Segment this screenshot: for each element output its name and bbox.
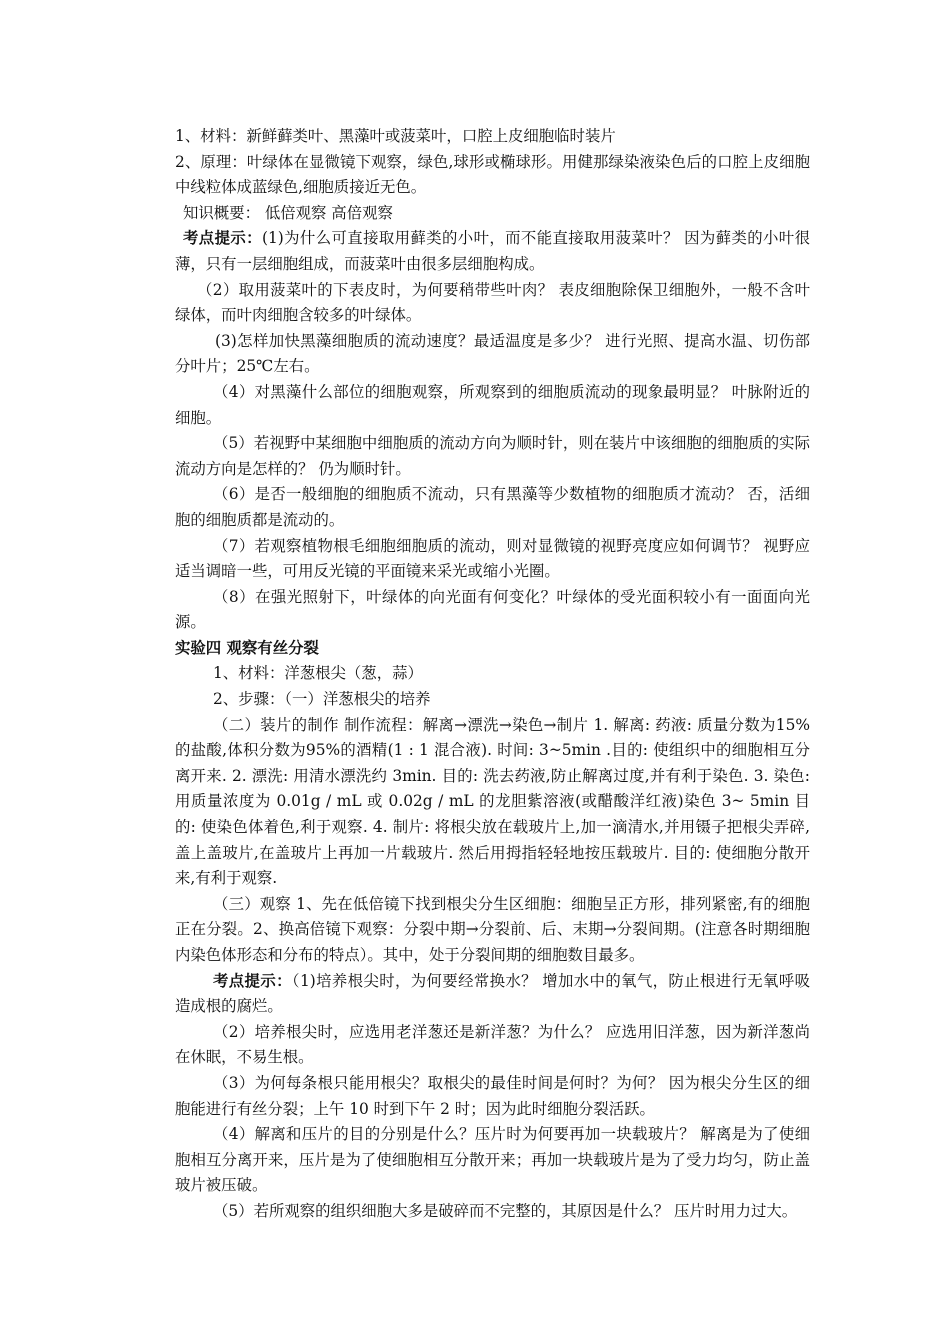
exam-point-8: （8）在强光照射下，叶绿体的向光面有何变化？叶绿体的受光面积较小有一面面向光源。 bbox=[175, 587, 810, 632]
slide-making-paragraph: （二）装片的制作 制作流程：解离→漂洗→染色→制片 1. 解离: 药液: 质量分数为15%的盐酸,体积分数为95%的酒精(1 : 1 混合液). 时间: 3~5min .目的: 使组织中的细胞相互分离开来. 2. 漂洗: 用清水漂洗约 3min. 目的: 洗去药液,防止解离过度,并有利于染色. 3. 染色: 用质量浓度为 0.01g / mL 或 0.02g / mL 的龙胆紫溶液(或醋酸洋红液)染色 3~ 5min 目的: 使染色体着色,利于观察. 4. 制片: 将根尖放在载玻片上,加一滴清水,并用镊子把根尖弄碎,盖上盖玻片,在盖玻片上再加一片载玻片. 然后用拇指轻轻地按压载玻片. 目的: 使细胞分散开来,有利于观察. bbox=[175, 715, 810, 888]
principle-paragraph: 2、原理：叶绿体在显微镜下观察，绿色,球形或椭球形。用健那绿染液染色后的口腔上皮细胞中线粒体成蓝绿色,细胞质接近无色。 bbox=[175, 152, 810, 197]
exam-point-5: （5）若视野中某细胞中细胞质的流动方向为顺时针，则在装片中该细胞的细胞质的实际流动方向是怎样的？ 仍为顺时针。 bbox=[175, 434, 810, 478]
exam-point-2: （2）取用菠菜叶的下表皮时，为何要稍带些叶肉？ 表皮细胞除保卫细胞外，一般不含叶绿体，而叶肉细胞含较多的叶绿体。 bbox=[175, 280, 810, 325]
exam-point-3: (3)怎样加快黑藻细胞质的流动速度？最适温度是多少？ 进行光照、提高水温、切伤部分叶片；25℃左右。 bbox=[175, 331, 810, 376]
exam-point-b5: （5）若所观察的组织细胞大多是破碎而不完整的，其原因是什么？ 压片时用力过大。 bbox=[213, 1201, 798, 1220]
knowledge-overview: 知识概要： 低倍观察 高倍观察 bbox=[183, 203, 393, 222]
exam-point-b1-text: （1)培养根尖时，为何要经常换水？ 增加水中的氧气，防止根进行无氧呼吸造成根的腐烂。 bbox=[175, 971, 810, 1016]
document-page bbox=[175, 124, 810, 1225]
materials-line-2: 1、材料：洋葱根尖（葱，蒜） bbox=[213, 664, 423, 683]
steps-line: 2、步骤：（一）洋葱根尖的培养 bbox=[213, 690, 431, 709]
exam-point-6: （6）是否一般细胞的细胞质不流动，只有黑藻等少数植物的细胞质才流动？ 否，活细胞的细胞质都是流动的。 bbox=[175, 485, 810, 529]
exam-point-4: （4）对黑藻什么部位的细胞观察，所观察到的细胞质流动的现象最明显？ 叶脉附近的细胞。 bbox=[175, 382, 810, 427]
exam-point-7: （7）若观察植物根毛细胞细胞质的流动，则对显微镜的视野亮度应如何调节？ 视野应适当调暗一些，可用反光镜的平面镜来采光或缩小光圈。 bbox=[175, 536, 810, 581]
exam-point-b4: （4）解离和压片的目的分别是什么？压片时为何要再加一块载玻片？ 解离是为了使细胞相互分离开来，压片是为了使细胞相互分散开来；再加一块载玻片是为了受力均匀，防止盖玻片被压破。 bbox=[175, 1125, 810, 1195]
section-title: 实验四 观察有丝分裂 bbox=[175, 638, 319, 657]
exam-point-b3: （3）为何每条根只能用根尖？取根尖的最佳时间是何时？为何？ 因为根尖分生区的细胞能进行有丝分裂；上午 10 时到下午 2 时；因为此时细胞分裂活跃。 bbox=[175, 1073, 810, 1118]
exam-point-1-text: (1)为什么可直接取用藓类的小叶，而不能直接取用菠菜叶？ 因为藓类的小叶很薄，只有一层细胞组成，而菠菜叶由很多层细胞构成。 bbox=[175, 229, 810, 273]
exam-point-b2: （2）培养根尖时，应选用老洋葱还是新洋葱？为什么？ 应选用旧洋葱，因为新洋葱尚在休眠，不易生根。 bbox=[175, 1022, 810, 1067]
exam-point-1 bbox=[175, 226, 810, 277]
materials-line: 1、材料：新鲜藓类叶、黑藻叶或菠菜叶，口腔上皮细胞临时装片 bbox=[175, 127, 616, 145]
exam-point-b1 bbox=[175, 969, 810, 1020]
exam-label-2: 考点提示： bbox=[213, 971, 292, 990]
observation-paragraph: （三）观察 1、先在低倍镜下找到根尖分生区细胞：细胞呈正方形，排列紧密,有的细胞正在分裂。2、换高倍镜下观察：分裂中期→分裂前、后、末期→分裂间期。(注意各时期细胞内染色体形态和分布的特点）。其中，处于分裂间期的细胞数目最多。 bbox=[175, 894, 810, 964]
exam-label: 考点提示： bbox=[183, 229, 262, 248]
